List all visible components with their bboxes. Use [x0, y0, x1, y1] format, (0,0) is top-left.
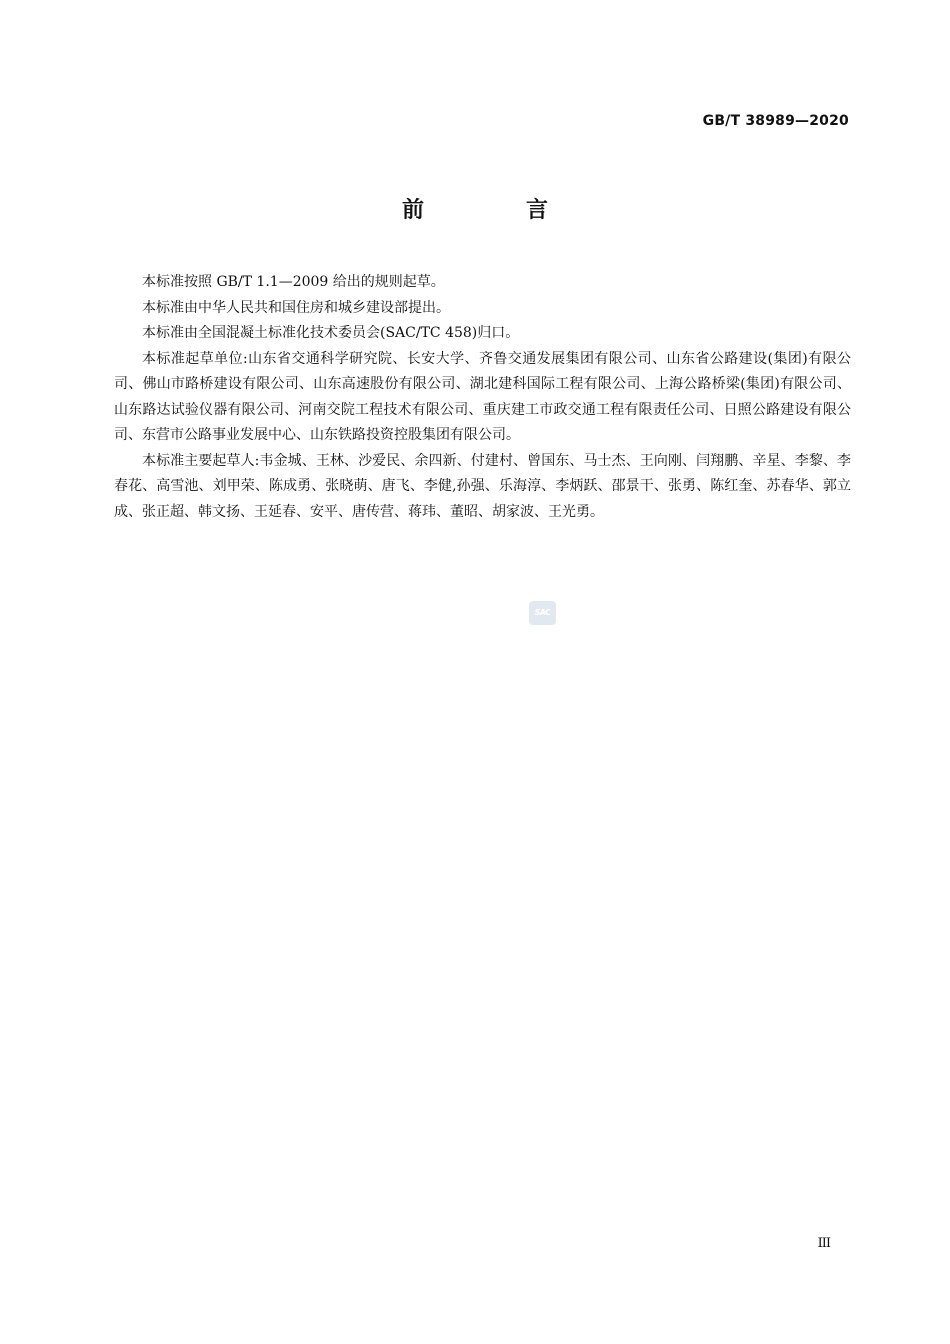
document-code: GB/T 38989—2020 [702, 113, 849, 129]
paragraph-drafting-units: 本标准起草单位:山东省交通科学研究院、长安大学、齐鲁交通发展集团有限公司、山东省公路建设(集团)有限公司、佛山市路桥建设有限公司、山东高速股份有限公司、湖北建科国际工程有限公司、上海公路桥梁(集团)有限公司、山东路达试验仪器有限公司、河南交院工程技术有限公司、重庆建工市政交通工程有限责任公司、日照公路建设有限公司、东营市公路事业发展中心、山东铁路投资控股集团有限公司。 [114, 350, 851, 443]
paragraph-committee: 本标准由全国混凝土标准化技术委员会(SAC/TC 458)归口。 [142, 325, 520, 341]
sac-logo-watermark: SAC [529, 601, 556, 625]
foreword-body [114, 270, 851, 525]
page-number: III [817, 1236, 830, 1251]
paragraph-drafters: 本标准主要起草人:韦金城、王林、沙爱民、余四新、付建村、曾国东、马士杰、王向刚、闫翔鹏、辛星、李黎、李春花、高雪池、刘甲荣、陈成勇、张晓萌、唐飞、李健,孙强、乐海淳、李炳跃、邵景干、张勇、陈红奎、苏春华、郭立成、张正超、韩文扬、王延春、安平、唐传营、蒋玮、董昭、胡家波、王光勇。 [114, 452, 851, 520]
paragraph-proposer: 本标准由中华人民共和国住房和城乡建设部提出。 [142, 299, 450, 316]
paragraph-drafting-rules: 本标准按照 GB/T 1.1—2009 给出的规则起草。 [142, 274, 445, 290]
page-title: 前 言 [401, 198, 588, 223]
